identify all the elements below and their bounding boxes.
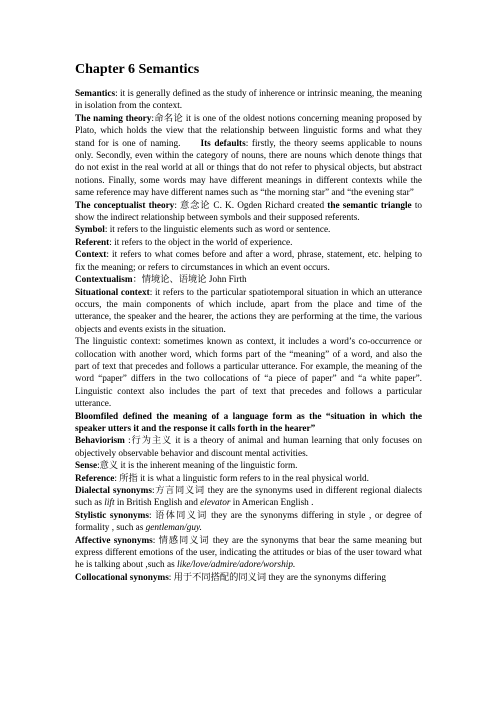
- bloomfield-quote: Bloomfiled defined the meaning of a language form as the “situation in which the speaker utters it and the response it calls forth in the hearer”: [75, 411, 422, 434]
- term-affective-synonyms: Affective synonyms: [75, 535, 153, 546]
- para-referent: [75, 237, 422, 249]
- def-semantic-triangle: to show the indirect relationship between symbols and their supposed referents.: [75, 200, 423, 224]
- def-its-defaults: : firstly, the theory seems applicable to nouns only. Secondly, even within the category of nouns, there are nouns which denote things that do not exist in the real world at all or things that do not refer to physical objects, but abstract notions. Finally, some words may have different meanings in different contexts while the same reference may have different names such as “the morning star” and “the evening star”: [75, 138, 422, 199]
- para-semantics: [75, 88, 422, 113]
- def-context: : it refers to what comes before and after a word, phrase, statement, etc. helping to fix the meaning; or refers to circumstances in which an event occurs.: [75, 250, 422, 273]
- def-collocational: : 用于不同搭配的同义词 they are the synonyms differing: [168, 572, 386, 583]
- para-reference: [75, 473, 422, 485]
- def-symbol: : it refers to the linguistic elements such as word or sentence.: [104, 225, 331, 236]
- term-sense: Sense: [75, 461, 98, 472]
- def-sense: :意义 it is the inherent meaning of the linguistic form.: [97, 461, 298, 472]
- term-semantic-triangle: the semantic triangle: [327, 200, 412, 211]
- def-dialectal-3: in American English .: [230, 498, 314, 509]
- def-stylistic: : 语体同义词 they are the synonyms differing in style , or degree of formality , such as: [75, 510, 422, 534]
- def-conceptualist-theory: : 意念论 C. K. Ogden Richard created: [174, 200, 325, 211]
- document-page: [75, 62, 422, 584]
- para-stylistic-synonyms: [75, 510, 422, 535]
- example-like-love: like/love/admire/adore/worship.: [177, 560, 296, 571]
- term-conceptualist-theory: The conceptualist theory: [75, 200, 175, 211]
- para-affective-synonyms: [75, 535, 422, 572]
- para-naming-theory: [75, 113, 422, 200]
- def-affective: : 情感同义词 they are the synonyms that bear the same meaning but express different emotions of the user, indicating the attitudes or bias of the user toward what he is talking about ,such as: [75, 535, 422, 571]
- term-symbol: Symbol: [75, 225, 105, 236]
- term-its-defaults: Its defaults: [200, 138, 246, 149]
- term-collocational-synonyms: Collocational synonyms: [75, 572, 169, 583]
- term-situational-context: Situational context: [75, 287, 150, 298]
- def-naming-theory: :命名论 it is one of the oldest notions concerning meaning proposed by Plato, which holds the view that the relationship between linguistic forms and what they stand for is one of naming.: [75, 113, 422, 149]
- chapter-title: Chapter 6 Semantics: [75, 62, 200, 77]
- term-stylistic-synonyms: Stylistic synonyms: [75, 510, 149, 521]
- term-context: Context: [75, 250, 107, 261]
- para-linguistic-context: The linguistic context: sometimes known as context, it includes a word’s co-occurrence or collocation with another word, which forms part of the “meaning” of a word, and also the part of text that precedes and follows a particular utterance. For example, the meaning of the word “paper” differs in the two collocations of “a piece of paper” and “a white paper”. Linguistic context also includes the part of text that precedes and follows a particular utterance.: [75, 337, 422, 410]
- def-dialectal-1: :方言同义词 they are the synonyms used in different regional dialects such as: [75, 486, 422, 509]
- def-contextualism: ：情境论、语境论 John Firth: [132, 275, 247, 286]
- para-context: [75, 249, 422, 274]
- example-elevator: elevator: [200, 498, 231, 509]
- term-behaviorism: Behaviorism: [75, 436, 125, 447]
- para-situational-context: [75, 287, 422, 337]
- para-symbol: [75, 224, 422, 236]
- def-situational-context: : it refers to the particular spatiotemporal situation in which an utterance occurs, the main components of which include, apart from the place and time of the utterance, the speaker and the hearer, the actions they are performing at the time, the various objects and events exists in the situation.: [75, 287, 422, 335]
- example-gentleman-guy: gentleman/guy.: [145, 523, 202, 534]
- term-reference: Reference: [75, 473, 115, 484]
- term-contextualism: Contextualism: [75, 275, 133, 286]
- para-contextualism: [75, 274, 422, 286]
- term-referent: Referent: [75, 237, 110, 248]
- para-collocational-synonyms: [75, 572, 422, 584]
- example-lift: lift: [104, 498, 115, 509]
- def-dialectal-2: in British English and: [114, 498, 201, 509]
- def-behaviorism: :行为主义 it is a theory of animal and human learning that only focuses on objectively observable behavior and discount mental activities.: [75, 436, 422, 459]
- def-semantics: : it is generally defined as the study of inherence or intrinsic meaning, the meaning in isolation from the context.: [75, 89, 422, 112]
- term-dialectal-synonyms: Dialectal synonyms: [75, 486, 152, 496]
- para-conceptualist-theory: [75, 200, 422, 225]
- para-dialectal-synonyms: [75, 485, 422, 510]
- para-behaviorism: [75, 435, 422, 460]
- para-sense: [75, 460, 422, 472]
- def-reference: : 所指 it is what a linguistic form refers to in the real physical world.: [114, 473, 369, 484]
- term-semantics: Semantics: [75, 89, 116, 99]
- def-referent: : it refers to the object in the world of experience.: [109, 237, 293, 248]
- term-naming-theory: The naming theory: [75, 113, 152, 124]
- para-bloomfield: [75, 411, 422, 436]
